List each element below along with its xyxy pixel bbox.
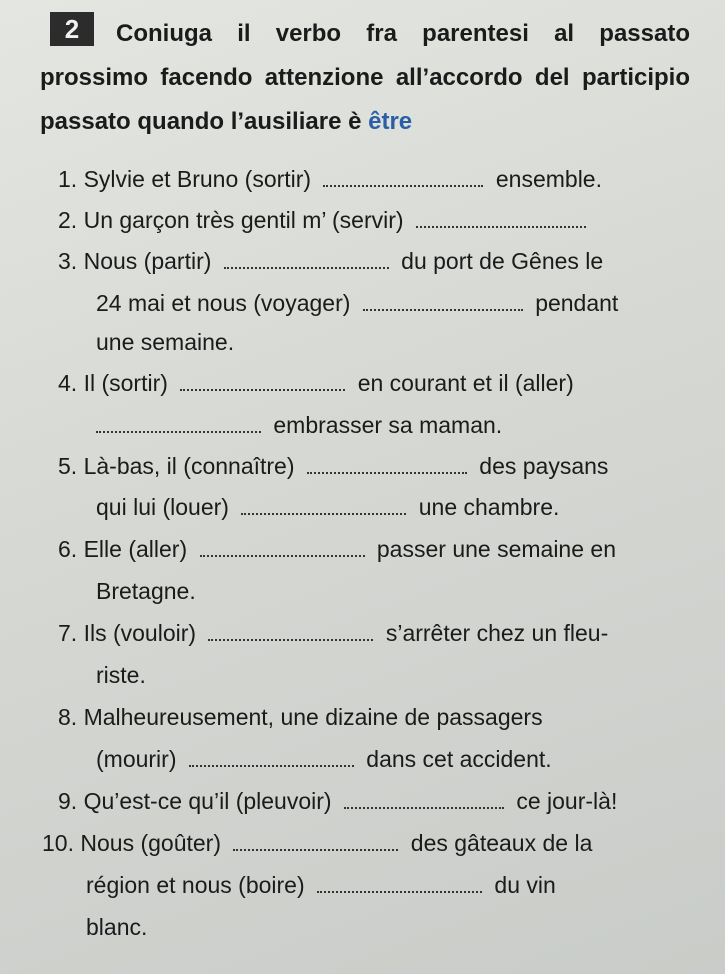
- item-text: blanc.: [86, 914, 148, 940]
- item-text: une semaine.: [96, 329, 235, 355]
- item-2: [58, 203, 592, 237]
- answer-blank[interactable]: [233, 829, 398, 851]
- item-8: [58, 700, 543, 734]
- answer-blank[interactable]: [317, 871, 482, 893]
- answer-blank[interactable]: [307, 452, 467, 474]
- item-text: Sylvie et Bruno (sortir): [83, 166, 312, 192]
- item-7-line-2: [96, 658, 146, 692]
- instruction-text: Coniuga il verbo fra parentesi al passato prossimo facendo attenzione all’accordo del participio passato quando l’ausiliare è: [40, 20, 690, 135]
- item-4-line-2: [96, 408, 502, 442]
- item-text: embrasser sa maman.: [273, 412, 503, 438]
- item-text: Nous (goûter): [80, 830, 221, 856]
- item-text: Ils (vouloir): [83, 620, 197, 646]
- item-text: en courant et il (aller): [357, 370, 574, 396]
- answer-blank[interactable]: [344, 787, 504, 809]
- answer-blank[interactable]: [96, 411, 261, 433]
- answer-blank[interactable]: [224, 247, 389, 269]
- item-text: (mourir): [96, 746, 177, 772]
- answer-blank[interactable]: [363, 289, 523, 311]
- item-text: qui lui (louer): [96, 494, 229, 520]
- item-3-line-3: [96, 325, 234, 359]
- item-10-line-2: [86, 868, 556, 902]
- item-text: Un garçon très gentil m’ (servir): [83, 207, 404, 233]
- item-5-line-2: [96, 490, 559, 524]
- item-number: 2.: [58, 207, 78, 233]
- item-10: [42, 826, 592, 860]
- item-text: ensemble.: [495, 166, 602, 192]
- item-text: région et nous (boire): [86, 872, 305, 898]
- answer-blank[interactable]: [189, 745, 354, 767]
- item-text: riste.: [96, 662, 146, 688]
- item-text: Nous (partir): [83, 248, 212, 274]
- item-number: 8.: [58, 704, 78, 730]
- answer-blank[interactable]: [416, 206, 586, 228]
- item-text: ce jour-là!: [516, 788, 618, 814]
- item-text: du port de Gênes le: [401, 248, 604, 274]
- item-number: 7.: [58, 620, 78, 646]
- answer-blank[interactable]: [241, 493, 406, 515]
- item-text: s’arrêter chez un fleu-: [385, 620, 609, 646]
- item-3-line-2: [96, 286, 618, 320]
- exercise-number-badge: 2: [50, 12, 94, 46]
- item-number: 1.: [58, 166, 78, 192]
- answer-blank[interactable]: [208, 619, 373, 641]
- item-8-line-2: [96, 742, 552, 776]
- instruction-etre: être: [368, 108, 413, 135]
- item-text: 24 mai et nous (voyager): [96, 290, 351, 316]
- item-text: Elle (aller): [83, 536, 188, 562]
- item-7: [58, 616, 608, 650]
- item-6-line-2: [96, 574, 196, 608]
- item-text: Là-bas, il (connaître): [83, 453, 295, 479]
- answer-blank[interactable]: [180, 369, 345, 391]
- item-number: 10.: [42, 830, 74, 856]
- item-text: Il (sortir): [83, 370, 168, 396]
- item-number: 3.: [58, 248, 78, 274]
- item-text: du vin: [494, 872, 556, 898]
- item-number: 9.: [58, 788, 78, 814]
- item-number: 6.: [58, 536, 78, 562]
- item-6: [58, 532, 616, 566]
- item-number: 5.: [58, 453, 78, 479]
- item-4: [58, 366, 574, 400]
- item-1: [58, 162, 602, 196]
- item-text: des gâteaux de la: [410, 830, 593, 856]
- exercise-instruction: [40, 12, 690, 144]
- item-5: [58, 449, 608, 483]
- item-text: Malheureusement, une dizaine de passagers: [83, 704, 543, 730]
- item-3: [58, 244, 603, 278]
- answer-blank[interactable]: [323, 165, 483, 187]
- item-text: pendant: [535, 290, 619, 316]
- item-9: [58, 784, 617, 818]
- item-text: Bretagne.: [96, 578, 196, 604]
- item-10-line-3: [86, 910, 147, 944]
- item-number: 4.: [58, 370, 78, 396]
- answer-blank[interactable]: [200, 535, 365, 557]
- item-text: des paysans: [479, 453, 609, 479]
- item-text: dans cet accident.: [366, 746, 552, 772]
- item-text: passer une semaine en: [376, 536, 616, 562]
- item-text: une chambre.: [418, 494, 560, 520]
- item-text: Qu’est-ce qu’il (pleuvoir): [83, 788, 332, 814]
